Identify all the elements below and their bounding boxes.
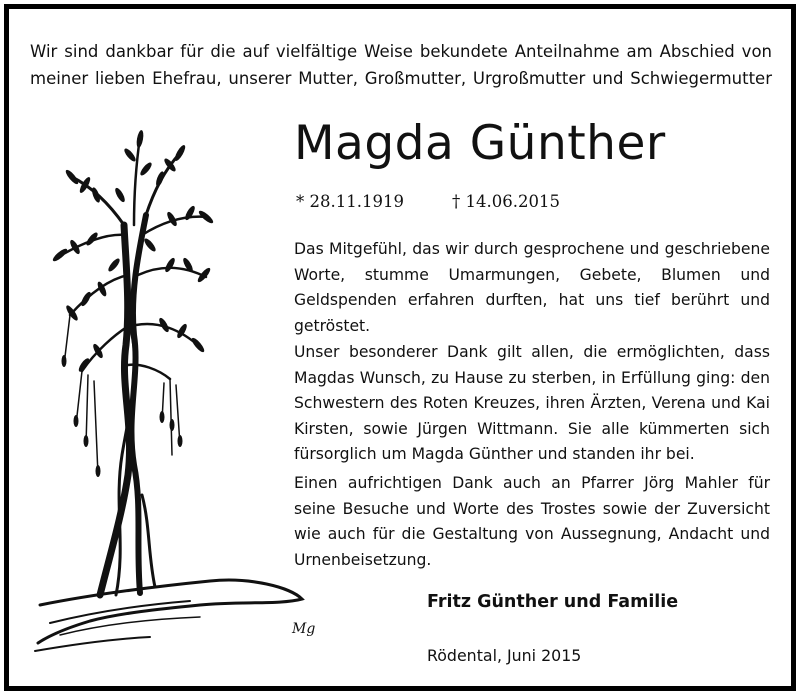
tree-illustration	[30, 125, 320, 670]
deceased-name: Magda Günther	[294, 116, 666, 171]
life-dates	[296, 192, 560, 211]
family-signature: Fritz Günther und Familie	[427, 592, 679, 612]
artist-signature: Mg	[292, 621, 316, 637]
birth-date: * 28.11.1919	[296, 192, 404, 211]
paragraph-pastor: Einen aufrichtigen Dank auch an Pfarrer Jörg Mahler für seine Besuche und Worte des Trostes sowie der Zuversicht wie auch für die Gestaltung von Aussegnung, Andacht und Urnenbeisetzung.	[294, 474, 770, 569]
intro-text	[30, 38, 772, 92]
paragraph-thanks: Unser besonderer Dank gilt allen, die ermöglichten, dass Magdas Wunsch, zu Hause zu sterben, in Erfüllung ging: den Schwestern des Roten Kreuzes, ihren Ärzten, Verena und Kai Kirsten, sowie Jürgen Wittmann. Sie alle kümmerten sich fürsorglich um Magda Günther und standen ihr bei.	[294, 343, 770, 463]
place-date: Rödental, Juni 2015	[427, 646, 582, 665]
intro-line-1: Wir sind dankbar für die auf vielfältige Weise bekundete Anteilnahme am Abschied von	[30, 42, 772, 61]
intro-line-2: meiner lieben Ehefrau, unserer Mutter, Großmutter, Urgroßmutter und Schwiegermutter	[30, 69, 772, 88]
death-date: † 14.06.2015	[451, 192, 560, 211]
paragraph-sympathy: Das Mitgefühl, das wir durch gesprochene und geschriebene Worte, stumme Umarmungen, Gebete, Blumen und Geldspenden erfahren durften, hat uns tief berührt und getröstet.	[294, 240, 770, 335]
